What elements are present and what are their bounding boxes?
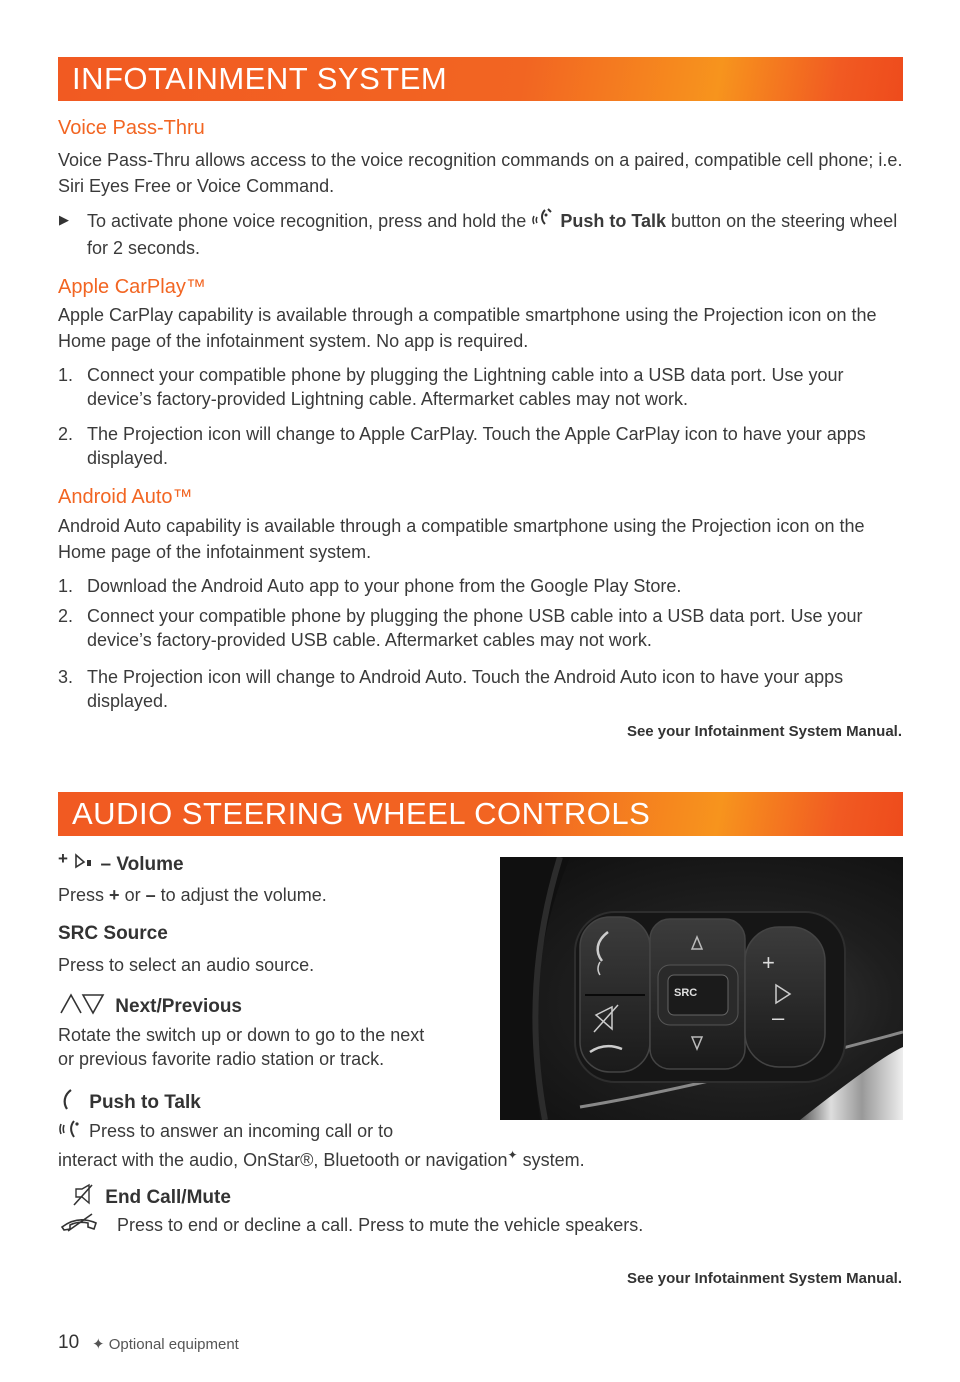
- bullet-text-bold: Push to Talk: [560, 210, 667, 231]
- bullet-arrow-icon: ▶: [59, 212, 69, 227]
- push-to-talk-icon: [531, 208, 555, 236]
- volume-body-pre: Press: [58, 885, 105, 905]
- push-to-talk-heading: [58, 1088, 201, 1118]
- step-number: 2.: [58, 606, 74, 626]
- optional-equipment-mark: ✦: [507, 1148, 518, 1162]
- page-number: 10: [58, 1332, 80, 1353]
- voice-pass-thru-body: Voice Pass-Thru allows access to the voice recognition commands on a paired, compatible cell phone; i.e. Siri Eyes Free or Voice Command.: [58, 150, 903, 196]
- voice-pass-thru-heading: Voice Pass-Thru: [58, 117, 205, 139]
- phone-handset-icon: [58, 1088, 84, 1118]
- volume-minus-symbol: –: [100, 854, 112, 876]
- volume-plus-label: +: [762, 950, 775, 975]
- push-to-talk-label: Push to Talk: [89, 1092, 201, 1114]
- step-number: 1.: [58, 576, 74, 596]
- step-text: The Projection icon will change to Apple CarPlay. Touch the Apple CarPlay icon to have your apps displayed.: [87, 424, 866, 468]
- bullet-text-pre: To activate phone voice recognition, press and hold the: [87, 210, 527, 231]
- next-previous-label: Next/Previous: [115, 996, 243, 1018]
- ptt-body-2-post: system.: [517, 1150, 585, 1170]
- volume-body: [58, 883, 327, 907]
- see-manual-1: See your Infotainment System Manual.: [626, 723, 902, 740]
- footer-note-text: Optional equipment: [108, 1336, 239, 1353]
- next-previous-heading: [58, 993, 242, 1021]
- bullet-text-post: button on the steering wheel for 2 seconds.: [87, 210, 898, 258]
- android-step-1: [58, 574, 904, 598]
- volume-body-plus: +: [109, 885, 120, 905]
- end-call-body: [58, 1213, 643, 1239]
- voice-pass-thru-bullet: [58, 208, 904, 260]
- see-manual-2: See your Infotainment System Manual.: [626, 1270, 902, 1287]
- carplay-step-2: [58, 422, 904, 470]
- voice-icon: [58, 1118, 84, 1146]
- step-number: 3.: [58, 667, 74, 687]
- end-call-icon: [58, 1213, 112, 1239]
- end-call-heading: [72, 1183, 231, 1213]
- android-auto-heading: Android Auto™: [58, 486, 193, 508]
- next-previous-icon: [58, 993, 110, 1021]
- footer-mark: ✦: [92, 1336, 105, 1353]
- volume-minus-label: –: [772, 1005, 785, 1030]
- push-to-talk-body-2: [58, 1143, 585, 1172]
- carplay-step-1: [58, 363, 904, 411]
- step-number: 2.: [58, 424, 74, 444]
- volume-label: Volume: [116, 854, 184, 876]
- end-call-label: End Call/Mute: [105, 1187, 231, 1209]
- audio-controls-banner: AUDIO STEERING WHEEL CONTROLS: [58, 792, 903, 836]
- step-text: The Projection icon will change to Android Auto. Touch the Android Auto icon to have your apps displayed.: [87, 667, 844, 711]
- android-step-3: [58, 665, 904, 713]
- step-text: Connect your compatible phone by plugging the phone USB cable into a USB data port. Use your device’s factory-provided USB cable. Aftermarket cables may not work.: [87, 606, 863, 650]
- ptt-body-2-pre: interact with the audio, OnStar®, Bluetooth or navigation: [58, 1150, 508, 1170]
- volume-body-or: or: [124, 885, 141, 905]
- step-text: Download the Android Auto app to your phone from the Google Play Store.: [87, 576, 682, 596]
- optional-equipment-note: [92, 1335, 239, 1353]
- volume-body-minus: –: [145, 885, 156, 905]
- step-text: Connect your compatible phone by plugging the Lightning cable into a USB data port. Use your device’s factory-provided Lightning cable. Aftermarket cables may not work.: [87, 365, 844, 409]
- android-auto-body: Android Auto capability is available through a compatible smartphone using the Projection icon on the Home page of the infotainment system.: [58, 516, 865, 562]
- source-body: Press to select an audio source.: [58, 955, 315, 975]
- carplay-body: Apple CarPlay capability is available through a compatible smartphone using the Projection icon on the Home page of the infotainment system. No app is required.: [58, 305, 877, 351]
- src-button-label: SRC: [674, 987, 698, 999]
- mute-icon: [72, 1183, 100, 1213]
- volume-heading: [58, 849, 184, 878]
- push-to-talk-body-1-text: Press to answer an incoming call or to: [89, 1120, 394, 1141]
- volume-body-post: to adjust the volume.: [160, 885, 327, 905]
- android-step-2: [58, 604, 904, 652]
- steering-wheel-photo: [500, 857, 903, 1120]
- end-call-body-text: Press to end or decline a call. Press to mute the vehicle speakers.: [117, 1215, 644, 1235]
- speaker-icon: [73, 852, 95, 878]
- next-previous-body-2: or previous favorite radio station or track.: [58, 1049, 385, 1069]
- step-number: 1.: [58, 365, 74, 385]
- source-heading: SRC Source: [58, 923, 168, 944]
- infotainment-banner: INFOTAINMENT SYSTEM: [58, 57, 903, 101]
- push-to-talk-body-1: [58, 1118, 393, 1146]
- carplay-heading: Apple CarPlay™: [58, 276, 206, 298]
- next-previous-body-1: Rotate the switch up or down to go to the next: [58, 1025, 425, 1045]
- volume-plus-symbol: +: [58, 849, 68, 869]
